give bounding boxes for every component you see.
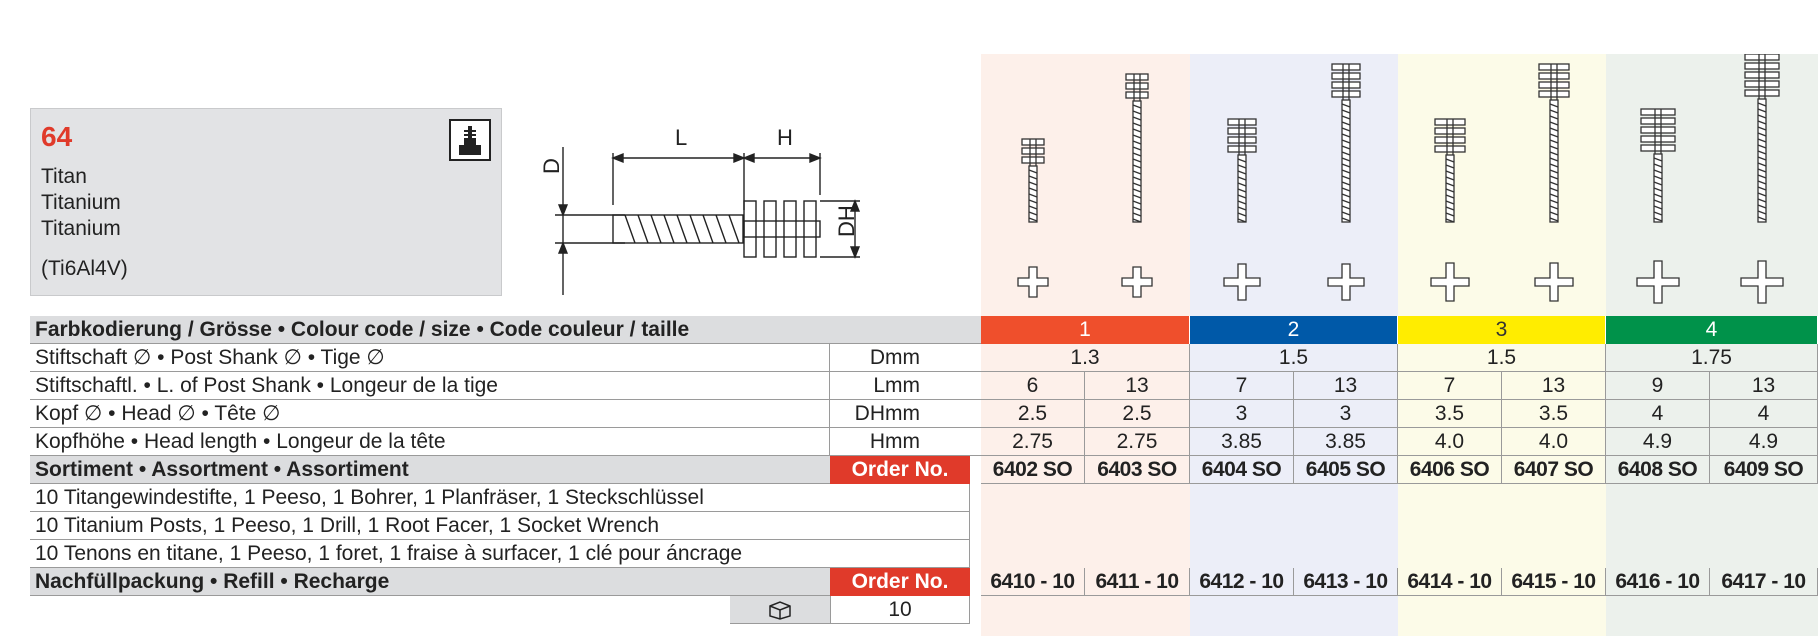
length-label: Stiftschaftl. • L. of Post Shank • Longeur de la tige <box>30 372 830 400</box>
product-4-DH: 3 <box>1294 400 1398 428</box>
headlen-unit: mm <box>885 428 1000 456</box>
product-4-H: 3.85 <box>1294 428 1398 456</box>
material-en: Titanium <box>41 191 121 214</box>
product-6-DH: 3.5 <box>1502 400 1606 428</box>
product-7-L: 9 <box>1606 372 1710 400</box>
head-unit: mm <box>885 400 1000 428</box>
product-3-L: 7 <box>1190 372 1294 400</box>
product-6-refill-no: 6415 - 10 <box>1502 568 1606 596</box>
refill-label: Nachfüllpackung • Refill • Recharge <box>30 568 830 596</box>
product-8-H: 4.9 <box>1710 428 1818 456</box>
product-8-DH: 4 <box>1710 400 1818 428</box>
product-1-H: 2.75 <box>981 428 1085 456</box>
label-DH: DH <box>834 205 859 237</box>
post-dimension-diagram <box>530 125 900 305</box>
group-2-badge: 2 <box>1190 316 1398 344</box>
product-7-refill-no: 6416 - 10 <box>1606 568 1710 596</box>
post-3-cross-section-icon <box>1224 264 1260 300</box>
assortment-order-no: Order No. <box>830 456 970 484</box>
product-8-assortment-no: 6409 SO <box>1710 456 1818 484</box>
product-8-refill-no: 6417 - 10 <box>1710 568 1818 596</box>
product-4-refill-no: 6413 - 10 <box>1294 568 1398 596</box>
product-8-L: 13 <box>1710 372 1818 400</box>
content-fr: 10 Tenons en titane, 1 Peeso, 1 foret, 1 fraise à surfacer, 1 clé pour áncrage <box>30 540 970 568</box>
product-2-assortment-no: 6403 SO <box>1085 456 1190 484</box>
product-3-refill-no: 6412 - 10 <box>1190 568 1294 596</box>
post-illustrations <box>981 54 1818 304</box>
group-4-badge: 4 <box>1606 316 1818 344</box>
headlen-symbol: H <box>830 428 885 456</box>
group-4-shank: 1.75 <box>1606 344 1818 372</box>
post-8-cross-section-icon <box>1741 261 1783 303</box>
product-4-assortment-no: 6405 SO <box>1294 456 1398 484</box>
shank-unit: mm <box>885 344 1000 372</box>
content-de: 10 Titangewindestifte, 1 Peeso, 1 Bohrer, 1 Planfräser, 1 Steckschlüssel <box>30 484 970 512</box>
group-1-shank: 1.3 <box>981 344 1190 372</box>
head-label: Kopf ∅ • Head ∅ • Tête ∅ <box>30 400 830 428</box>
post-6-drawing <box>1539 64 1569 222</box>
product-7-assortment-no: 6408 SO <box>1606 456 1710 484</box>
product-5-refill-no: 6414 - 10 <box>1398 568 1502 596</box>
product-info-box <box>30 108 502 296</box>
shank-label: Stiftschaft ∅ • Post Shank ∅ • Tige ∅ <box>30 344 830 372</box>
product-1-refill-no: 6410 - 10 <box>981 568 1085 596</box>
package-quantity: 10 <box>830 596 970 624</box>
material-fr: Titanium <box>41 217 121 240</box>
product-2-refill-no: 6411 - 10 <box>1085 568 1190 596</box>
post-8-drawing <box>1745 54 1779 222</box>
label-D: D <box>539 158 564 174</box>
colour-code-header: Farbkodierung / Grösse • Colour code / size • Code couleur / taille <box>30 316 1000 344</box>
post-2-cross-section-icon <box>1122 267 1152 297</box>
post-4-cross-section-icon <box>1328 264 1364 300</box>
product-5-L: 7 <box>1398 372 1502 400</box>
material-de: Titan <box>41 165 87 188</box>
product-number: 64 <box>41 121 73 152</box>
product-2-DH: 2.5 <box>1085 400 1190 428</box>
product-5-H: 4.0 <box>1398 428 1502 456</box>
post-2-drawing <box>1126 74 1148 222</box>
head-symbol: DH <box>830 400 885 428</box>
product-6-L: 13 <box>1502 372 1606 400</box>
post-1-cross-section-icon <box>1018 267 1048 297</box>
length-unit: mm <box>885 372 1000 400</box>
length-symbol: L <box>830 372 885 400</box>
group-1-badge: 1 <box>981 316 1190 344</box>
product-4-L: 13 <box>1294 372 1398 400</box>
product-3-H: 3.85 <box>1190 428 1294 456</box>
group-3-badge: 3 <box>1398 316 1606 344</box>
post-7-cross-section-icon <box>1637 261 1679 303</box>
content-en: 10 Titanium Posts, 1 Peeso, 1 Drill, 1 Root Facer, 1 Socket Wrench <box>30 512 970 540</box>
label-H: H <box>777 125 793 150</box>
product-1-L: 6 <box>981 372 1085 400</box>
product-2-H: 2.75 <box>1085 428 1190 456</box>
shank-symbol: D <box>830 344 885 372</box>
product-3-DH: 3 <box>1190 400 1294 428</box>
product-3-assortment-no: 6404 SO <box>1190 456 1294 484</box>
product-7-DH: 4 <box>1606 400 1710 428</box>
product-6-H: 4.0 <box>1502 428 1606 456</box>
sterile-package-icon <box>449 119 491 161</box>
product-5-assortment-no: 6406 SO <box>1398 456 1502 484</box>
post-4-drawing <box>1332 64 1360 222</box>
group-2-shank: 1.5 <box>1190 344 1398 372</box>
assortment-label: Sortiment • Assortment • Assortiment <box>30 456 830 484</box>
product-5-DH: 3.5 <box>1398 400 1502 428</box>
alloy-formula: (Ti6Al4V) <box>41 257 128 280</box>
post-3-drawing <box>1228 119 1256 222</box>
post-1-drawing <box>1022 139 1044 222</box>
refill-order-no: Order No. <box>830 568 970 596</box>
product-7-H: 4.9 <box>1606 428 1710 456</box>
post-6-cross-section-icon <box>1535 263 1573 301</box>
label-L: L <box>675 125 688 150</box>
post-5-drawing <box>1435 119 1465 222</box>
product-1-assortment-no: 6402 SO <box>981 456 1085 484</box>
group-3-shank: 1.5 <box>1398 344 1606 372</box>
product-2-L: 13 <box>1085 372 1190 400</box>
product-6-assortment-no: 6407 SO <box>1502 456 1606 484</box>
product-1-DH: 2.5 <box>981 400 1085 428</box>
post-7-drawing <box>1641 109 1675 222</box>
post-5-cross-section-icon <box>1431 263 1469 301</box>
package-icon <box>730 596 830 624</box>
headlen-label: Kopfhöhe • Head length • Longeur de la tête <box>30 428 830 456</box>
